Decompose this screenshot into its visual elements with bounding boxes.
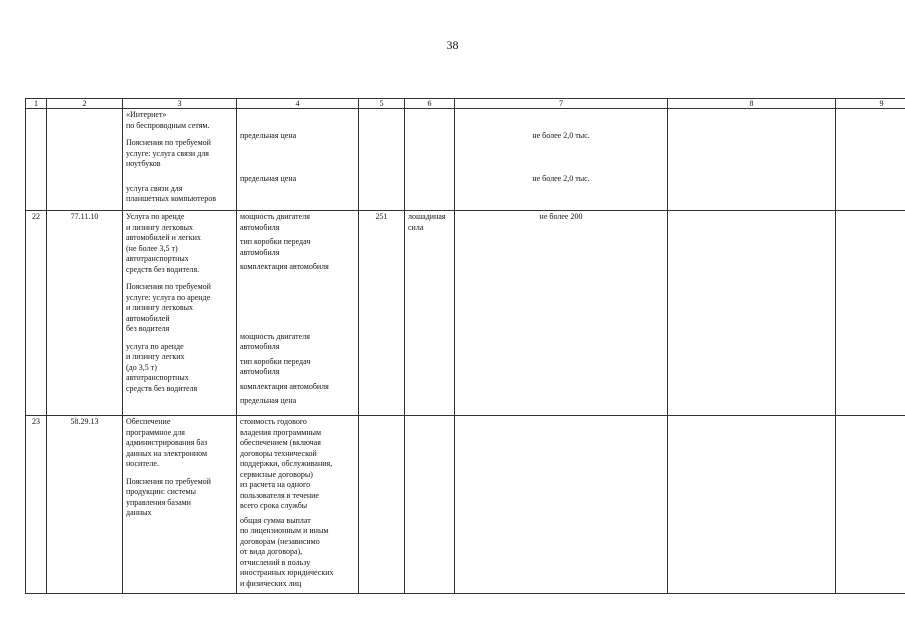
item-name-line: по беспроводным сетям. <box>126 120 210 130</box>
empty-cell <box>836 109 905 211</box>
characteristic-line: комплектация автомобиля <box>240 262 329 271</box>
okpd-code-cell: 58.29.13 <box>47 416 123 594</box>
item-name-line: (не более 3,5 т) <box>126 243 178 253</box>
unit-name-line: лошадиная <box>408 212 446 221</box>
item-name-line: «Интернет» <box>126 110 167 119</box>
unit-code-cell <box>359 109 405 211</box>
unit-name-cell <box>405 416 455 594</box>
item-name-line: услуга по аренде <box>126 341 184 351</box>
item-name-line: и лизингу легковых <box>126 222 194 232</box>
characteristic-line: предельная цена <box>240 131 297 140</box>
characteristic-line: тип коробки передач <box>240 237 311 246</box>
value-cell <box>455 109 668 211</box>
item-name-line: Обеспечение <box>126 417 171 426</box>
column-header: 5 <box>359 99 405 109</box>
item-name-line: средств без водителя <box>126 383 198 393</box>
characteristic-line: предельная цена <box>240 396 297 405</box>
characteristic-line: автомобиля <box>240 222 280 232</box>
characteristic-line: обеспечением (включая <box>240 438 321 447</box>
page-number: 38 <box>446 38 459 52</box>
column-header: 1 <box>26 99 47 109</box>
item-name-line: средств без водителя. <box>126 264 200 274</box>
characteristic-line: всего срока службы <box>240 501 308 510</box>
item-name-line: управления базами <box>126 497 191 507</box>
characteristic-line: автомобиля <box>240 342 280 351</box>
value-line: не более 2,0 тыс. <box>532 173 590 183</box>
unit-name-line: сила <box>408 222 424 232</box>
column-header: 6 <box>405 99 455 109</box>
characteristic-line: автомобиля <box>240 247 280 257</box>
item-name-line: носителе. <box>126 459 159 468</box>
value-cell <box>455 211 668 416</box>
unit-code-cell <box>359 416 405 594</box>
item-name-line: Пояснения по требуемой <box>126 282 211 291</box>
characteristic-cell <box>237 416 359 594</box>
value-line: не более 200 <box>539 212 583 221</box>
item-name-line: Пояснения по требуемой <box>126 138 211 147</box>
header-row <box>26 99 905 109</box>
item-name-line: данных на электронном <box>126 448 208 458</box>
item-name-line: планшетных компьютеров <box>126 194 216 203</box>
value-line: не более 2,0 тыс. <box>532 131 590 140</box>
item-name-cell <box>123 211 237 416</box>
item-name-line: и лизингу легковых <box>126 303 194 312</box>
column-header: 8 <box>668 99 836 109</box>
characteristic-line: и физических лиц <box>240 578 302 588</box>
characteristic-line: тип коробки передач <box>240 356 311 366</box>
item-name-line: автотранспортных <box>126 254 189 263</box>
characteristic-cell <box>237 109 359 211</box>
characteristic-line: общая сумма выплат <box>240 515 311 525</box>
characteristic-line: по лицензионным и иным <box>240 526 329 535</box>
row-number-cell: 22 <box>26 211 47 416</box>
empty-cell <box>668 109 836 211</box>
table-row <box>26 211 905 416</box>
column-header: 3 <box>123 99 237 109</box>
item-name-line: и лизингу легких <box>126 352 185 361</box>
unit-code-cell: 251 <box>359 211 405 416</box>
characteristic-line: автомобиля <box>240 367 280 376</box>
characteristic-line: договорам (независимо <box>240 536 320 546</box>
item-name-line: услуга связи для <box>126 183 183 193</box>
table-row <box>26 416 905 594</box>
unit-name-cell <box>405 109 455 211</box>
item-name-cell <box>123 109 237 211</box>
empty-cell <box>836 416 905 594</box>
item-name-line: без водителя <box>126 324 170 333</box>
item-name-line: (до 3,5 т) <box>126 362 157 372</box>
characteristic-line: пользователя в течение <box>240 490 319 500</box>
item-name-line: автотранспортных <box>126 373 189 382</box>
characteristic-line: мощность двигателя <box>240 331 310 341</box>
value-cell <box>455 416 668 594</box>
item-name-line: автомобилей <box>126 313 170 323</box>
characteristic-line: владения программным <box>240 427 322 437</box>
empty-cell <box>836 211 905 416</box>
characteristic-line: стоимость годового <box>240 417 307 426</box>
unit-name-cell <box>405 211 455 416</box>
item-name-line: автомобилей и легких <box>126 233 201 242</box>
item-name-line: администрирования баз <box>126 438 208 447</box>
characteristic-line: отчислений в пользу <box>240 557 311 567</box>
column-header: 2 <box>47 99 123 109</box>
item-name-cell <box>123 416 237 594</box>
item-name-line: данных <box>126 508 152 517</box>
requirements-table <box>25 98 905 594</box>
characteristic-line: комплектация автомобиля <box>240 381 329 391</box>
characteristic-line: предельная цена <box>240 173 297 183</box>
characteristic-line: сервисные договоры) <box>240 469 313 479</box>
characteristic-line: мощность двигателя <box>240 212 310 221</box>
characteristic-line: поддержки, обслуживания, <box>240 459 333 468</box>
column-header: 4 <box>237 99 359 109</box>
characteristic-line: иностранных юридических <box>240 568 334 577</box>
row-number-cell <box>26 109 47 211</box>
item-name-line: продукции: системы <box>126 487 196 496</box>
item-name-line: Услуга по аренде <box>126 212 185 221</box>
empty-cell <box>668 416 836 594</box>
row-number-cell: 23 <box>26 416 47 594</box>
column-header: 7 <box>455 99 668 109</box>
characteristic-cell <box>237 211 359 416</box>
item-name-line: услуге: услуга по аренде <box>126 292 211 302</box>
characteristic-line: из расчета на одного <box>240 480 311 489</box>
table-row <box>26 109 905 211</box>
item-name-line: услуге: услуга связи для <box>126 148 209 158</box>
characteristic-line: от вида договора), <box>240 547 303 556</box>
okpd-code-cell <box>47 109 123 211</box>
okpd-code-cell: 77.11.10 <box>47 211 123 416</box>
item-name-line: ноутбуков <box>126 159 161 168</box>
characteristic-line: договоры технической <box>240 448 317 458</box>
item-name-line: программное для <box>126 427 185 437</box>
item-name-line: Пояснения по требуемой <box>126 476 211 486</box>
column-header: 9 <box>836 99 905 109</box>
empty-cell <box>668 211 836 416</box>
